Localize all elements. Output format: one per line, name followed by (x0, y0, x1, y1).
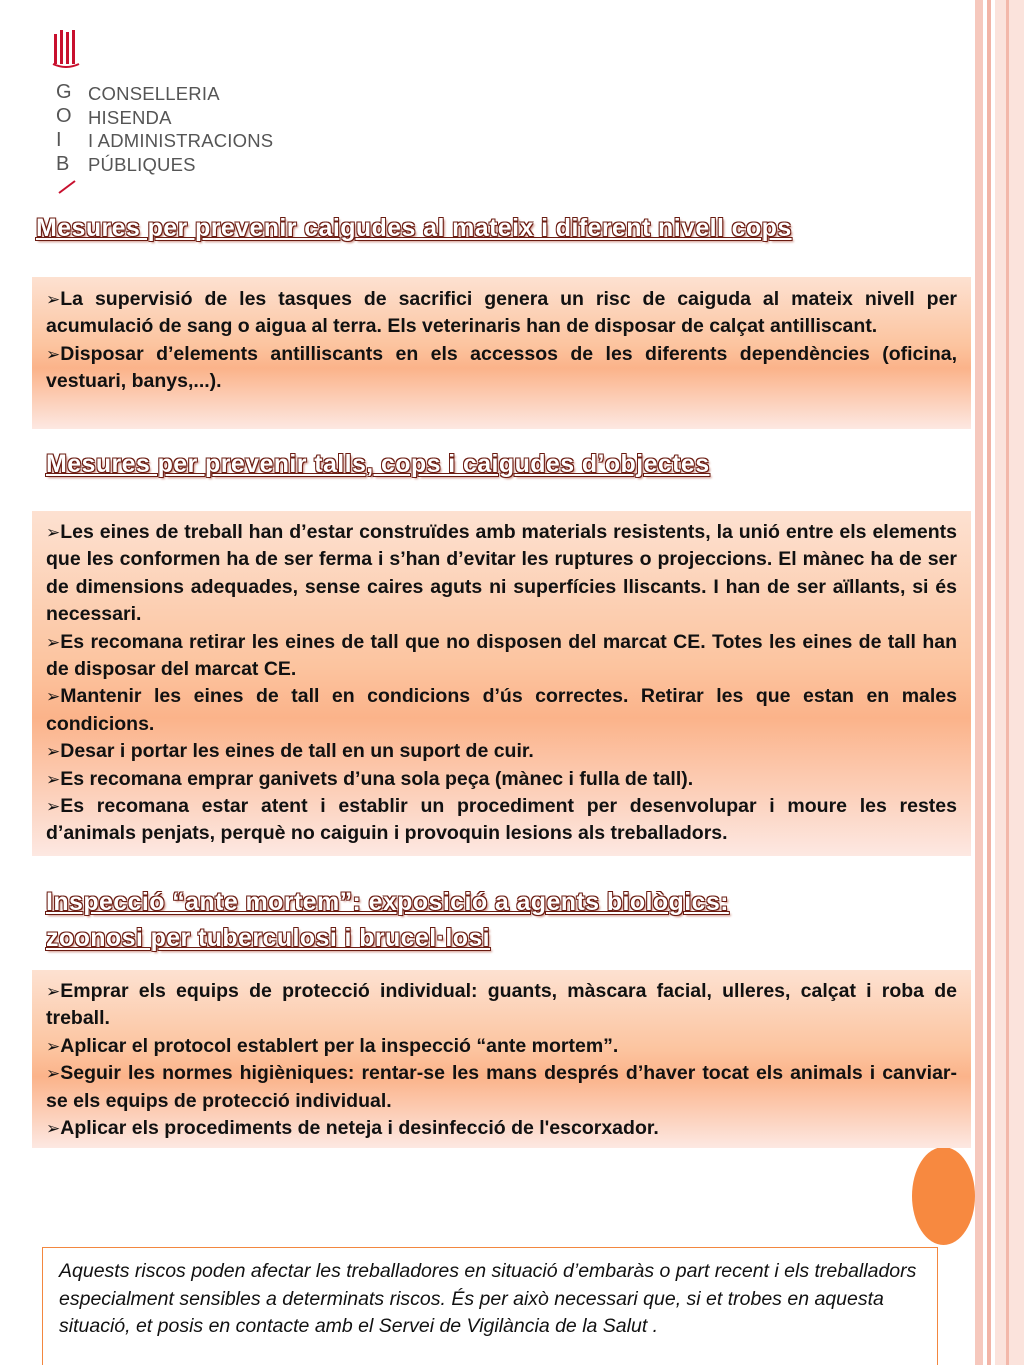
list-item: ➢La supervisió de les tasques de sacrifici genera un risc de caiguda al mateix nivell per acumulació de sang o aigua al terra. Els veterinaris han de disposar de calçat antilliscant. (46, 288, 957, 338)
list-item: ➢Desar i portar les eines de tall en un suport de cuir. (46, 740, 534, 763)
arrow-bullet-icon: ➢ (46, 797, 61, 817)
logo-text: CONSELLERIA HISENDA I ADMINISTRACIONS PÚBLIQUES (88, 83, 274, 175)
list-item: ➢Aplicar el protocol establert per la inspecció “ante mortem”. (46, 1034, 619, 1057)
section-box-cuts (32, 511, 971, 856)
list-item: ➢Les eines de treball han d’estar construïdes amb materials resistents, la unió entre els elements que les conformen ha de ser ferma i s’han d’evitar les ruptures o projeccions. El mànec ha de ser de dimensions adequades, sense caires aguts ni superfícies lliscants. I han de ser aïllants, si és necessari. (46, 521, 957, 626)
decorative-stripe (1006, 0, 1009, 1365)
list-item: ➢Disposar d’elements antilliscants en els accessos de les diferents dependències (oficina, vestuari, banys,...). (46, 342, 957, 393)
section-title-cuts: Mesures per prevenir talls, cops i caigudes d’objectes (46, 450, 710, 478)
goib-emblem-icon (52, 28, 80, 68)
list-item: ➢Es recomana emprar ganivets d’una sola peça (mànec i fulla de tall). (46, 767, 694, 790)
arrow-bullet-icon: ➢ (46, 742, 61, 762)
decorative-stripe (987, 0, 991, 1365)
list-item: ➢Emprar els equips de protecció individual: guants, màscara facial, ulleres, calçat i roba de treball. (46, 980, 957, 1030)
arrow-bullet-icon: ➢ (46, 523, 61, 542)
health-note-box (42, 1247, 938, 1365)
arrow-bullet-icon: ➢ (46, 290, 61, 309)
arrow-bullet-icon: ➢ (46, 1064, 61, 1084)
section-box-falls (32, 277, 971, 429)
arrow-bullet-icon: ➢ (46, 632, 61, 652)
health-note-text: Aquests riscos poden afectar les treballadores en situació d’embaràs o part recent i els treballadors especialment sensibles a determinats riscos. És per això necessari que, si et trobes en aquesta situació, et posis en contacte amb el Servei de Vigilància de la Salut . (59, 1260, 917, 1337)
section-box-biological (32, 970, 971, 1148)
logo-letters: G O I B (56, 81, 72, 175)
list-item: ➢Seguir les normes higièniques: rentar-se les mans després d’haver tocat els animals i canviar-se els equips de protecció individual. (46, 1062, 957, 1112)
arrow-bullet-icon: ➢ (46, 769, 61, 789)
list-item: ➢Es recomana estar atent i establir un procediment per desenvolupar i moure les restes d’animals penjats, perquè no caiguin i provoquin lesions als treballadors. (46, 795, 957, 845)
decorative-stripe (995, 0, 1024, 1365)
arrow-bullet-icon: ➢ (46, 687, 61, 707)
logo-slash-icon (58, 180, 76, 194)
arrow-bullet-icon: ➢ (46, 982, 61, 1001)
arrow-bullet-icon: ➢ (46, 1119, 61, 1139)
arrow-bullet-icon: ➢ (46, 344, 61, 364)
decorative-stripe (975, 0, 983, 1365)
list-item: ➢Mantenir les eines de tall en condicions d’ús correctes. Retirar les que estan en males condicions. (46, 685, 957, 735)
list-item: ➢Es recomana retirar les eines de tall que no disposen del marcat CE. Totes les eines de tall han de disposar del marcat CE. (46, 630, 957, 681)
decorative-circle (912, 1147, 975, 1245)
list-item: ➢Aplicar els procediments de neteja i desinfecció de l'escorxador. (46, 1117, 659, 1140)
section-title-biological: Inspecció “ante mortem”: exposició a agents biològics: zoonosi per tuberculosi i brucel·losi (46, 888, 729, 952)
arrow-bullet-icon: ➢ (46, 1036, 61, 1056)
section-title-falls: Mesures per prevenir caigudes al mateix i diferent nivell cops (36, 214, 792, 242)
